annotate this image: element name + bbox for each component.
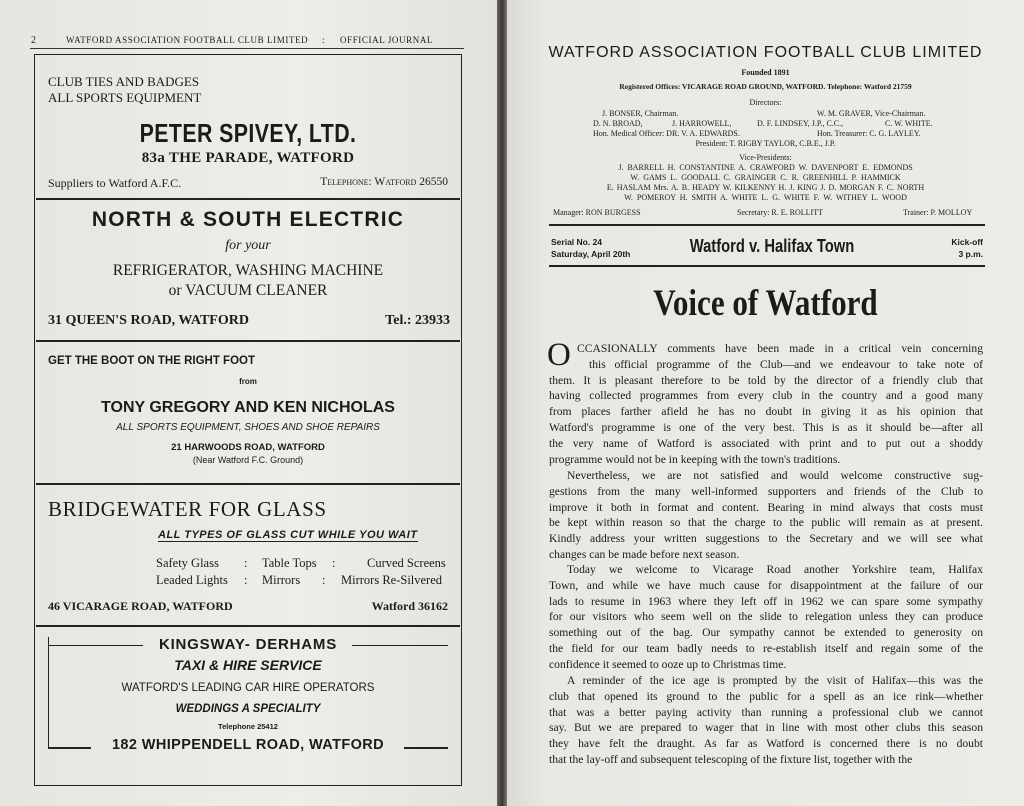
article-line: that the lay-off and subsequent telescoping of the fixture list, together with the [549,753,913,766]
article-line: this official programme of the Club—and we endeavour to take note of [589,357,983,371]
kickoff-label: Kick-off [951,237,983,247]
article-line: be kept within reason so that the charge to the public will remain as at present. [549,516,983,530]
kickoff-time: 3 p.m. [958,249,983,259]
ad-spivey-line1: CLUB TIES AND BADGES [48,74,200,89]
director-white: C. W. WHITE. [885,119,933,128]
match-rule [549,265,985,267]
director-harrowell: J. HARROWELL, [672,119,732,128]
serial-number: Serial No. 24 [551,237,603,247]
article-line: gestions from the many well-informed supporters and friends of the Club to [549,484,983,498]
ad-boot-services: ALL SPORTS EQUIPMENT, SHOES AND SHOE REPAIRS [116,422,380,433]
founded: Founded 1891 [741,68,790,77]
article-line: club that opened its ground to the public for a spell as an ice rink—whether [549,689,983,703]
directors-label: Directors: [749,98,782,107]
registered-offices: Registered Offices: VICARAGE ROAD GROUND, WATFORD. Telephone: Watford 21759 [619,82,912,91]
ad-electric-products-1: REFRIGERATOR, WASHING MACHINE [112,262,384,279]
ad-kingsway-address: 182 WHIPPENDELL ROAD, WATFORD [111,737,385,753]
ad-kingsway-name: KINGSWAY- DERHAMS [158,636,338,653]
right-page [507,0,1024,806]
director-vice-chairman: W. M. GRAVER, Vice-Chairman. [817,109,926,118]
ad-boot-from: from [239,377,257,386]
article-line: Today we welcome to Vicarage Road another Yorkshire team, Halifax [567,563,983,576]
article-line: programme would not be in keeping with the town's traditions. [549,452,841,466]
drop-cap: O [547,337,571,373]
article-line: changes can be made before next season. [549,548,740,561]
article-line: Town, and while we have much cause for disappointment at the failure of our [549,578,983,592]
secretary: Secretary: R. E. ROLLITT [737,208,823,217]
ad-spivey-name: PETER SPIVEY, LTD. [139,118,357,148]
vice-presidents-line: W. POMEROY H. SMITH A. WHITE L. G. WHITE F. W. WITHEY L. WOOD [624,193,907,202]
ad-electric-for-your: for your [225,238,271,253]
article-line: them. It is pleasant therefore to be told by the director of a friendly club that [549,373,983,387]
ad-boot-address: 21 HARWOODS ROAD, WATFORD [171,442,325,453]
article-line: Watford's programme is one of the very best. This is as it should be—after all [549,421,983,434]
ad-spivey-address: 83a THE PARADE, WATFORD [141,150,355,166]
running-header-club: WATFORD ASSOCIATION FOOTBALL CLUB LIMITED [66,35,309,45]
article-line: from places farther afield he has no doubt in giving it as his opinion that [549,405,983,419]
ad-kingsway-tagline: WATFORD'S LEADING CAR HIRE OPERATORS [121,682,375,694]
director-lindsey: D. F. LINDSEY, J.P., C.C., [757,119,844,128]
ad-boot-headline: GET THE BOOT ON THE RIGHT FOOT [48,355,255,367]
article-line: they have felt the draught. As far as Watford is concerned there is no doubt [549,737,983,751]
ad-glass-row1-c1: Safety Glass [156,556,219,570]
ad-electric-address: 31 QUEEN'S ROAD, WATFORD [48,313,249,328]
article-line: the field for our team badly needs to re-establish itself and regain some of the [549,642,983,655]
header-rule [30,48,464,49]
ad-spivey-line2: ALL SPORTS EQUIPMENT [48,90,202,105]
ad-glass-row1-sep1: : [244,556,248,570]
article-line: CCASIONALLY comments have been made in a critical vein concerning [577,342,983,355]
match-date: Saturday, April 20th [551,249,631,259]
vice-presidents-label: Vice-Presidents: [739,153,792,162]
page-number: 2 [31,35,36,46]
ad-electric-products-2: or VACUUM CLEANER [168,282,328,299]
article-line: that was a better paying activity than running a professional club we cannot [549,705,983,719]
running-header-journal: OFFICIAL JOURNAL [340,35,434,45]
vice-presidents-line: J. BARRELL H. CONSTANTINE A. CRAWFORD W. DAVENPORT E. EDMONDS [618,163,913,172]
club-name: WATFORD ASSOCIATION FOOTBALL CLUB LIMITED [548,44,983,61]
ad-bridgewater [36,485,460,625]
ad-electric-name: NORTH & SOUTH ELECTRIC [91,208,405,231]
manager: Manager: RON BURGESS [553,208,641,217]
ad-glass-tagline: ALL TYPES OF GLASS CUT WHILE YOU WAIT [158,529,418,541]
ad-spivey-telephone: Telephone: Watford 26550 [320,176,448,188]
ad-glass-headline: BRIDGEWATER FOR GLASS [48,497,327,521]
ad-glass-row2-sep1: : [244,573,248,587]
article-line: Nevertheless, we are not satisfied and would welcome constructive sug- [567,469,983,482]
ad-glass-row1-c3: Curved Screens [367,556,446,570]
article-line: Kindly address your written suggestions to the Secretary and we will see what [549,532,983,546]
medical-officer: Hon. Medical Officer: DR. V. A. EDWARDS. [593,129,740,138]
ad-glass-phone: Watford 36162 [371,599,448,613]
book-gutter [497,0,507,806]
ad-glass-row2-c3: Mirrors Re-Silvered [341,573,443,587]
article-line: say. But we are prepared to wager that in line with most other clubs this season [549,721,983,735]
treasurer: Hon. Treasurer: C. G. LAYLEY. [817,129,921,138]
article-title: Voice of Watford [653,283,878,324]
ad-kingsway-telephone: Telephone 25412 [218,722,278,731]
article-line: the very name of Watford is associated with print and to put out a shoddy [549,436,983,450]
ad-kingsway-speciality: WEDDINGS A SPECIALITY [175,703,321,715]
article-line: having collected programmes from every club in the country and a good many [549,389,983,403]
trainer: Trainer: P. MOLLOY [903,208,973,217]
article-line: improve it both in format and content. Bearing in mind always that costs must [549,500,983,514]
vice-presidents-line: E. HASLAM Mrs. A. B. HEADY W. KILKENNY H. J. KING J. D. MORGAN F. C. NORTH [606,183,925,192]
ad-tony-gregory [36,342,460,482]
article-line: confidence it seemed to ooze up to Christmas time. [549,657,787,671]
ad-north-south-electric [36,200,460,340]
match-title: Watford v. Halifax Town [689,236,855,256]
running-header-separator: : [322,35,325,45]
ad-glass-address: 46 VICARAGE ROAD, WATFORD [48,599,233,613]
left-page [0,0,497,806]
article-line: something out of the bag. Our sympathy cannot be extended to generosity on [549,626,983,640]
masthead-rule [549,224,985,226]
ad-boot-names: TONY GREGORY AND KEN NICHOLAS [101,399,395,416]
ad-glass-row2-c2: Mirrors [262,573,301,587]
ad-glass-row2-c1: Leaded Lights [156,573,228,587]
vice-presidents-line: W. GAMS L. GOODALL C. GRAINGER C. R. GREENHILL P. HAMMICK [630,173,901,182]
ad-peter-spivey [36,56,460,196]
ad-glass-row2-sep2: : [322,573,326,587]
article-line: lads to resume in 1963 where they left off in 1962 we can spare some sympathy [549,594,983,608]
article-line: for our visitors who seem well on the slide to relegation unless they can produce [549,610,983,624]
ad-kingsway-service: TAXI & HIRE SERVICE [174,657,322,673]
ad-kingsway-derhams [36,627,460,785]
ad-boot-near: (Near Watford F.C. Ground) [192,455,304,465]
president: President: T. RIGBY TAYLOR, C.B.E., J.P. [695,139,836,148]
ad-spivey-suppliers: Suppliers to Watford A.F.C. [48,176,182,190]
director-chairman: J. BONSER, Chairman. [602,109,679,118]
article-line: A reminder of the ice age is prompted by the visit of Halifax—this was the [567,674,983,687]
ad-electric-tel: Tel.: 23933 [385,313,450,328]
ad-glass-row1-sep2: : [332,556,336,570]
director-broad: D. N. BROAD, [593,119,643,128]
ad-glass-row1-c2: Table Tops [262,556,317,570]
